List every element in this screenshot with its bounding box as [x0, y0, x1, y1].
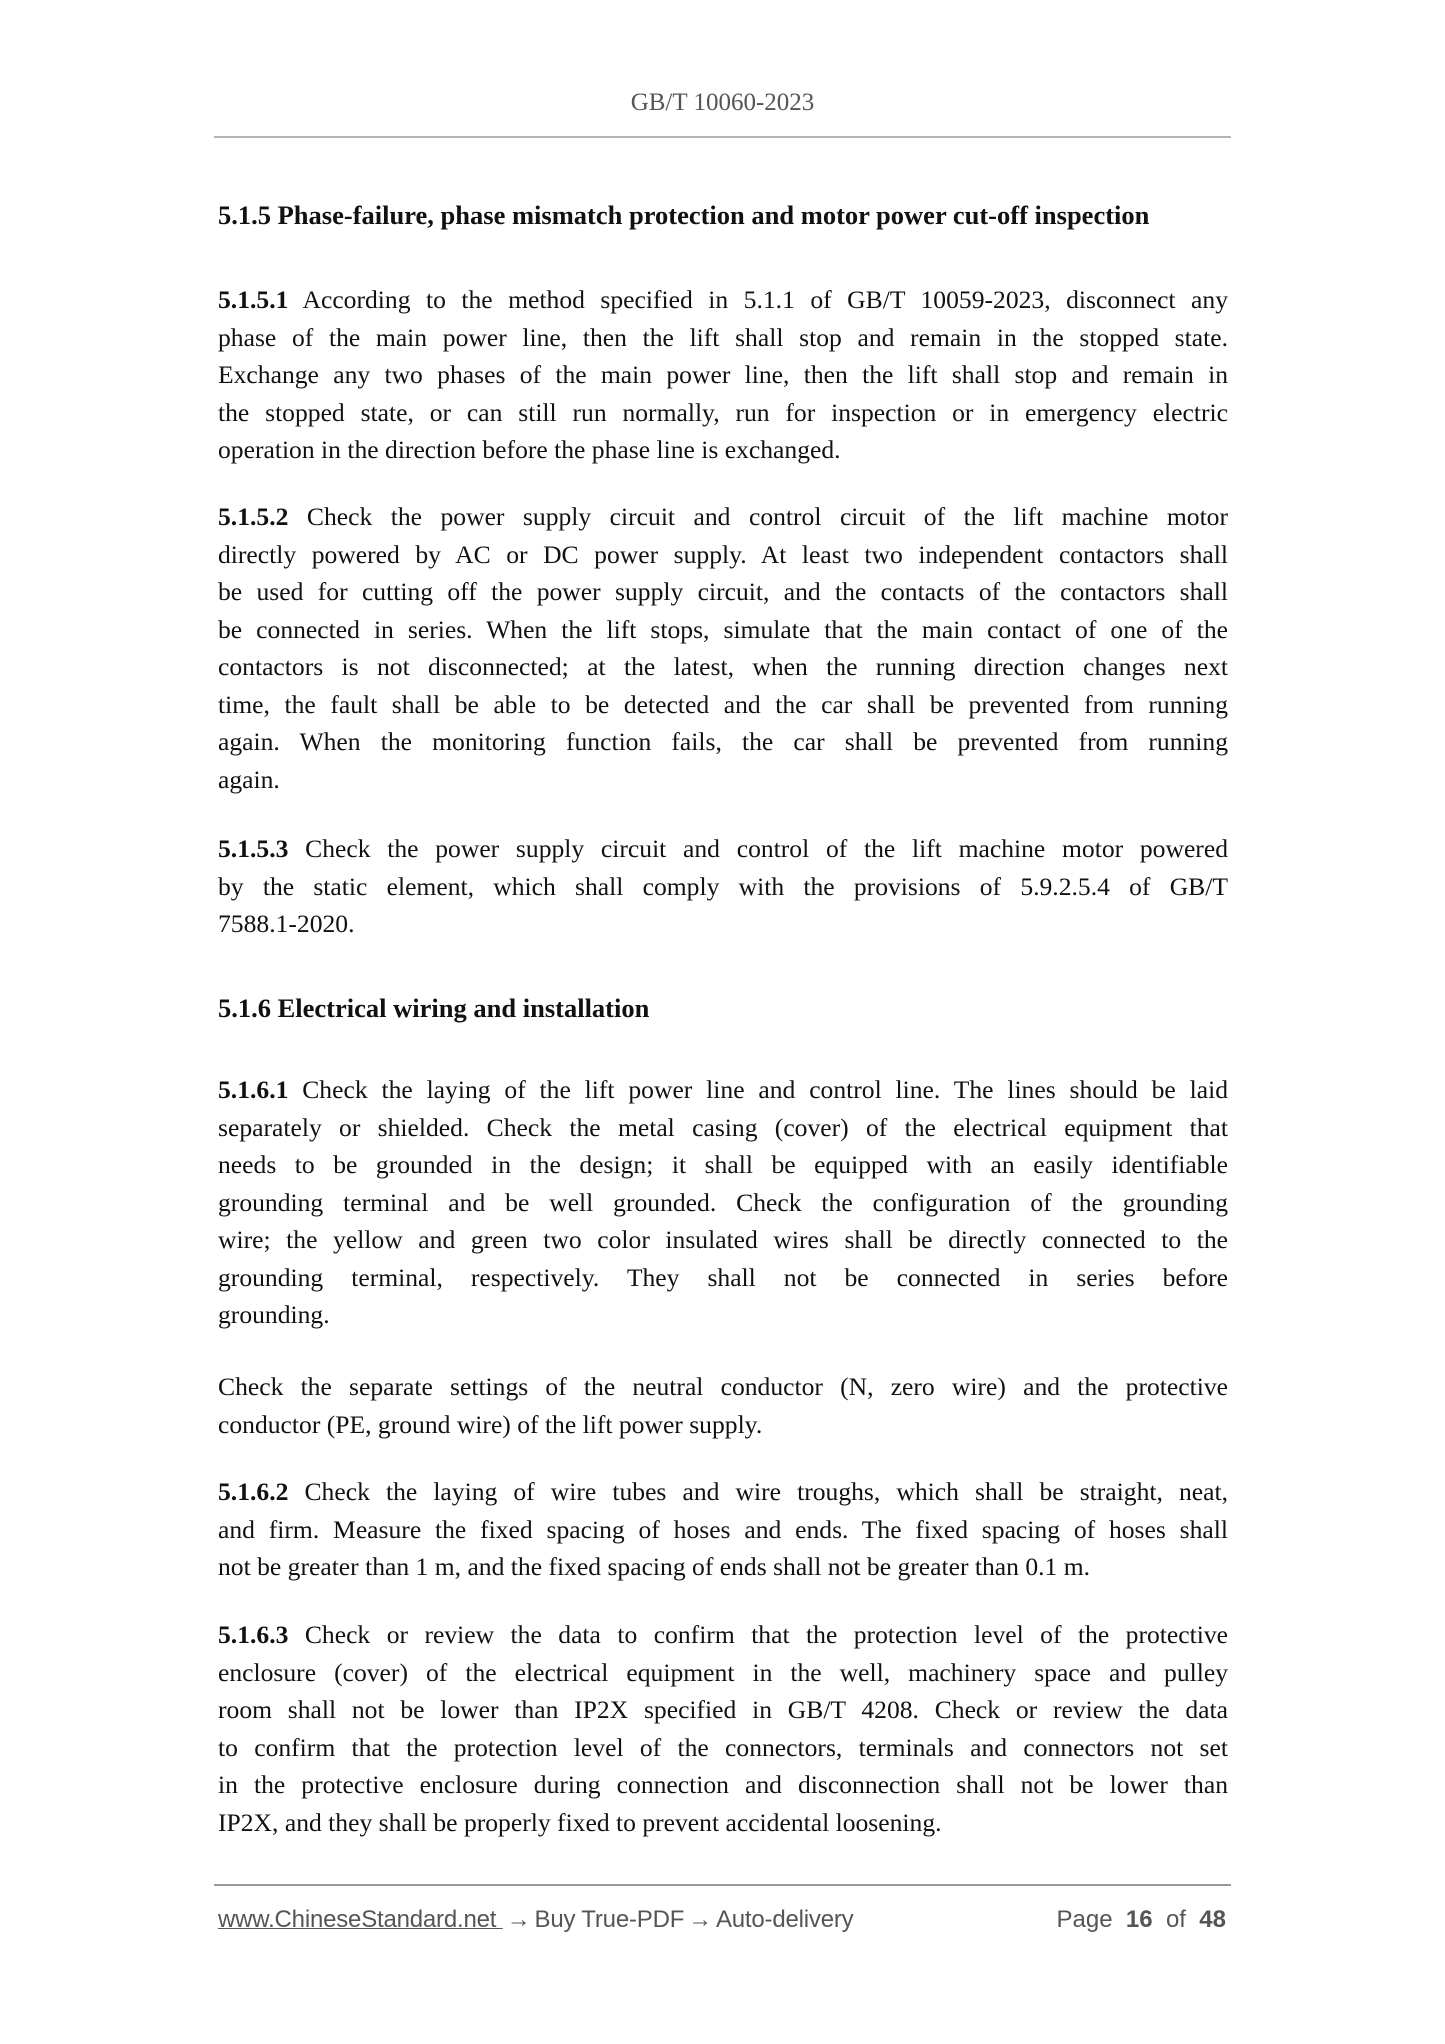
heading-text: 5.1.6 Electrical wiring and installation	[218, 993, 650, 1023]
chinesestandard-link[interactable]: www.ChineseStandard.net	[218, 1906, 503, 1933]
section-heading-5-1-6	[218, 993, 1228, 1023]
arrow-right-icon: →	[506, 1906, 531, 1933]
clause-5-1-5-1: 5.1.5.1 According to the method specified in 5.1.1 of GB/T 10059-2023, disconnect any phase of the main power line, then the lift shall stop and remain in the stopped state. Exchange any two phases of the main power line, then the lift shall stop and remain in the stopped state, or can still run normally, run for inspection or in emergency electric operation in the direction before the phase line is exchanged.	[218, 285, 1228, 464]
section-heading-5-1-5	[218, 200, 1228, 230]
clause-number: 5.1.6.2	[218, 1477, 289, 1506]
page-label: Page	[1056, 1906, 1113, 1933]
page-footer	[218, 1904, 1228, 1936]
of-label: of	[1165, 1906, 1186, 1933]
buy-true-pdf-text: Buy True-PDF	[534, 1906, 685, 1933]
paragraph-neutral-protective-conductor: Check the separate settings of the neutral conductor (N, zero wire) and the protective conductor (PE, ground wire) of the lift power supply.	[218, 1372, 1228, 1439]
arrow-right-icon: →	[688, 1906, 712, 1933]
auto-delivery-text: Auto-delivery	[715, 1906, 854, 1933]
clause-5-1-6-2: 5.1.6.2 Check the laying of wire tubes and wire troughs, which shall be straight, neat, and firm. Measure the fixed spacing of hoses and ends. The fixed spacing of hoses shall not be greater than 1 m, and the fixed spacing of ends shall not be greater than 0.1 m.	[218, 1477, 1228, 1581]
clause-5-1-6-3: 5.1.6.3 Check or review the data to confirm that the protection level of the protective enclosure (cover) of the electrical equipment in the well, machinery space and pulley room shall not be lower than IP2X specified in GB/T 4208. Check or review the data to confirm that the protection level of the connectors, terminals and connectors not set in the protective enclosure during connection and disconnection shall not be lower than IP2X, and they shall be properly fixed to prevent accidental loosening.	[218, 1620, 1228, 1837]
clause-number: 5.1.5.2	[218, 502, 289, 531]
clause-5-1-5-3: 5.1.5.3 Check the power supply circuit and control of the lift machine motor powered by the static element, which shall comply with the provisions of 5.9.2.5.4 of GB/T 7588.1-2020.	[218, 834, 1228, 938]
total-pages-number: 48	[1199, 1906, 1226, 1933]
heading-text: 5.1.5 Phase-failure, phase mismatch protection and motor power cut-off inspection	[218, 200, 1150, 230]
header-rule	[214, 136, 1231, 138]
running-header: GB/T 10060-2023	[630, 89, 815, 116]
clause-number: 5.1.5.3	[218, 834, 289, 863]
page-indicator	[1056, 1904, 1226, 1936]
footer-promo	[218, 1904, 853, 1936]
clause-number: 5.1.6.3	[218, 1620, 289, 1649]
clause-5-1-6-1: 5.1.6.1 Check the laying of the lift power line and control line. The lines should be laid separately or shielded. Check the metal casing (cover) of the electrical equipment that needs to be grounded in the design; it shall be equipped with an easily identifiable grounding terminal and be well grounded. Check the configuration of the grounding wire; the yellow and green two color insulated wires shall be directly connected to the grounding terminal, respectively. They shall not be connected in series before grounding.	[218, 1075, 1228, 1329]
current-page-number: 16	[1125, 1906, 1153, 1933]
clause-number: 5.1.5.1	[218, 285, 289, 314]
footer-rule	[214, 1884, 1231, 1886]
clause-5-1-5-2: 5.1.5.2 Check the power supply circuit and control circuit of the lift machine motor directly powered by AC or DC power supply. At least two independent contactors shall be used for cutting off the power supply circuit, and the contacts of the contactors shall be connected in series. When the lift stops, simulate that the main contact of one of the contactors is not disconnected; at the latest, when the running direction changes next time, the fault shall be able to be detected and the car shall be prevented from running again. When the monitoring function fails, the car shall be prevented from running again.	[218, 502, 1228, 794]
clause-number: 5.1.6.1	[218, 1075, 289, 1104]
